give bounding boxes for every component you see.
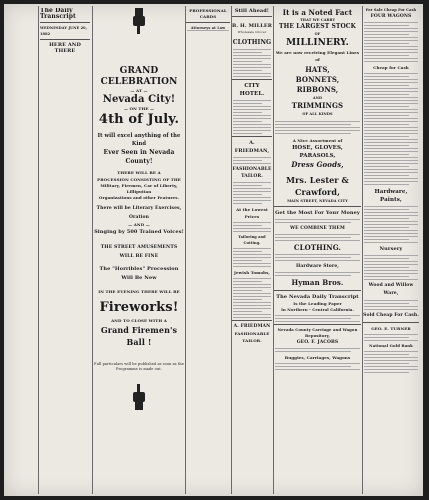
ad-title: GRAND CELEBRATION bbox=[100, 66, 178, 87]
cards-heading: PROFESSIONAL CARDS bbox=[189, 8, 227, 19]
combine-heading: WE COMBINE THEM bbox=[289, 226, 346, 231]
ad-text bbox=[274, 219, 361, 223]
ad-there: THERE WILL BE A bbox=[117, 170, 161, 175]
ad-singing: Singing by 500 Trained Voices! bbox=[94, 229, 184, 235]
jacobs-name: GEO. F. JACOBS bbox=[296, 340, 339, 345]
ad-programme-note: Full particulars will be published as soon as the Programme is made out. bbox=[94, 362, 184, 371]
we-carry: THAT WE CARRY bbox=[299, 18, 336, 22]
ad-exercises: There will be Literary Exercises, Oration bbox=[96, 206, 182, 220]
ad-text bbox=[363, 300, 419, 310]
northern-california: In Northern - Central California. bbox=[281, 307, 354, 312]
ribbons-heading: RIBBONS, bbox=[296, 85, 339, 94]
bonnets-heading: BONNETS, bbox=[295, 75, 340, 84]
leading-paper: Is the Leading Paper bbox=[293, 301, 342, 306]
ad-text bbox=[274, 254, 361, 261]
news-text-block bbox=[40, 52, 90, 54]
clothing-heading-2: CLOTHING. bbox=[293, 243, 342, 252]
turner-name: GEO. E. TURNER bbox=[371, 326, 411, 331]
cards-text-block bbox=[186, 28, 230, 31]
lowest-prices: At the Lowest Prices bbox=[236, 207, 268, 219]
largest-stock: THE LARGEST STOCK bbox=[279, 23, 356, 30]
right-ads-column bbox=[363, 8, 419, 375]
hyman-bros: Hyman Bros. bbox=[291, 278, 344, 287]
ad-text bbox=[363, 22, 419, 62]
ad-on: — ON THE — bbox=[123, 106, 155, 111]
ad-text bbox=[232, 222, 272, 232]
ad-text bbox=[232, 248, 272, 267]
friedman-name: A. FRIEDMAN, bbox=[234, 140, 270, 154]
buggies-line: Buggies, Carriages, Wagons bbox=[284, 355, 351, 360]
hose-gloves: HOSE, GLOVES, PARASOLS, bbox=[292, 145, 343, 159]
professional-cards-column bbox=[186, 8, 230, 31]
ad-at: — AT — bbox=[130, 88, 148, 93]
ad-text bbox=[232, 49, 272, 77]
column-rule bbox=[92, 6, 93, 494]
ad-ball: Grand Firemen's Ball ! bbox=[100, 325, 178, 347]
national-bank: National Gold Bank bbox=[369, 343, 413, 348]
ad-text bbox=[274, 272, 361, 276]
ad-horribles: The "Horribles" Procession Will Be New bbox=[99, 266, 179, 281]
masthead-date: WEDNESDAY JUNE 20, 1882 bbox=[40, 26, 88, 36]
transcript-ad: The Nevada Daily Transcript bbox=[276, 294, 359, 300]
tailor-heading-2: FASHIONABLE TAILOR. bbox=[234, 331, 270, 343]
celebration-advertisement bbox=[94, 8, 184, 410]
ad-line-1: It will excel anything of the Kind bbox=[97, 133, 181, 147]
cards-subheading: Attorneys at Law bbox=[190, 26, 226, 30]
column-rule bbox=[38, 6, 39, 494]
ad-text bbox=[363, 334, 419, 341]
ad-line-2: Ever Seen in Nevada County! bbox=[103, 149, 175, 165]
newspaper-page bbox=[4, 4, 423, 496]
news-column bbox=[40, 8, 90, 54]
section-heading: HERE AND THERE bbox=[49, 42, 81, 54]
ad-text bbox=[363, 255, 419, 280]
ad-city: Nevada City! bbox=[102, 94, 176, 105]
carriage-repository: Nevada County Carriage and Wagon Repository, bbox=[277, 327, 358, 338]
tailoring-line: Tailoring and Cutting. bbox=[238, 235, 266, 245]
clothing-heading: CLOTHING bbox=[232, 39, 272, 46]
ad-and: — AND — bbox=[128, 222, 150, 227]
ad-text bbox=[363, 73, 419, 185]
ad-date: 4th of July. bbox=[98, 112, 180, 127]
still-ahead-heading: Still Ahead! bbox=[234, 8, 270, 14]
ad-procession: PROCESSION CONSISTING OF THE bbox=[97, 177, 181, 182]
hotel-name: CITY HOTEL. bbox=[239, 83, 265, 97]
jewish-tomobs: Jewish Tomobs, bbox=[234, 270, 270, 275]
ad-text bbox=[274, 348, 361, 352]
for-sale-heading: For Sale Cheap For Cash bbox=[365, 8, 417, 12]
of-text: OF bbox=[314, 32, 321, 36]
friedman-name-2: A. FRIEDMAN bbox=[233, 324, 271, 329]
ad-text bbox=[274, 315, 361, 322]
noted-fact: It is a Noted Fact bbox=[282, 8, 353, 17]
ad-fireworks: Fireworks! bbox=[99, 300, 179, 315]
dress-goods: Dress Goods, bbox=[291, 160, 344, 169]
and-text: AND bbox=[312, 96, 323, 100]
pointing-hand-icon bbox=[129, 8, 149, 34]
all-kinds: OF ALL KINDS bbox=[302, 112, 333, 116]
receiving-line: We are now receiving Elegant Lines of bbox=[275, 50, 360, 62]
assortment: A Nice Assortment of bbox=[292, 138, 343, 143]
hardware-store: Hardware Store, bbox=[296, 264, 339, 269]
cheap-for-cash: Cheap for Cash bbox=[373, 65, 409, 70]
miller-name: B. H. MILLER bbox=[232, 23, 272, 29]
column-rule bbox=[185, 6, 186, 494]
ad-amusements: THE STREET AMUSEMENTS WILL BE FINE bbox=[100, 245, 178, 259]
pointing-hand-icon bbox=[129, 384, 149, 410]
tailor-heading: FASHIONABLE TAILOR. bbox=[232, 167, 272, 179]
millinery-ads-column bbox=[274, 8, 361, 372]
millinery-heading: MILLINERY. bbox=[286, 38, 349, 48]
ad-text bbox=[274, 363, 361, 370]
ad-evening: IN THE EVENING THERE WILL BE bbox=[98, 289, 180, 294]
masthead: The Daily Transcript bbox=[40, 8, 76, 20]
ad-text bbox=[363, 206, 419, 243]
ad-close: AND TO CLOSE WITH A bbox=[111, 318, 167, 323]
miller-subtitle: Wholesale Grocer bbox=[237, 30, 267, 34]
firm-name: Mrs. Lester & Crawford, bbox=[286, 175, 349, 197]
wood-willow-ware: Wood and Willow Ware, bbox=[368, 283, 414, 296]
ad-units-1: Military, Firemen, Car of Liberty, Lilliputian bbox=[100, 183, 178, 194]
ad-text bbox=[274, 234, 361, 241]
ad-units-2: Organizations and other Features. bbox=[98, 195, 180, 200]
nursery: Nursery bbox=[379, 246, 403, 252]
ad-text bbox=[232, 182, 272, 204]
ad-text bbox=[232, 157, 272, 164]
ad-text bbox=[274, 121, 361, 134]
best-value: Get the Most For Your Money bbox=[275, 210, 360, 216]
business-ads-column bbox=[232, 8, 272, 344]
hats-heading: HATS, bbox=[305, 65, 330, 74]
firm-address: MAIN STREET, NEVADA CITY bbox=[287, 199, 348, 203]
ad-text bbox=[363, 351, 419, 373]
ad-text bbox=[232, 100, 272, 134]
four-wagons: FOUR WAGONS bbox=[370, 14, 412, 19]
trimmings-heading: TRIMMINGS bbox=[291, 101, 344, 110]
hardware-paints: Hardware, Paints, bbox=[374, 189, 408, 203]
ad-text bbox=[232, 278, 272, 318]
sold-cheap: Sold Cheap For Cash. bbox=[363, 313, 419, 318]
